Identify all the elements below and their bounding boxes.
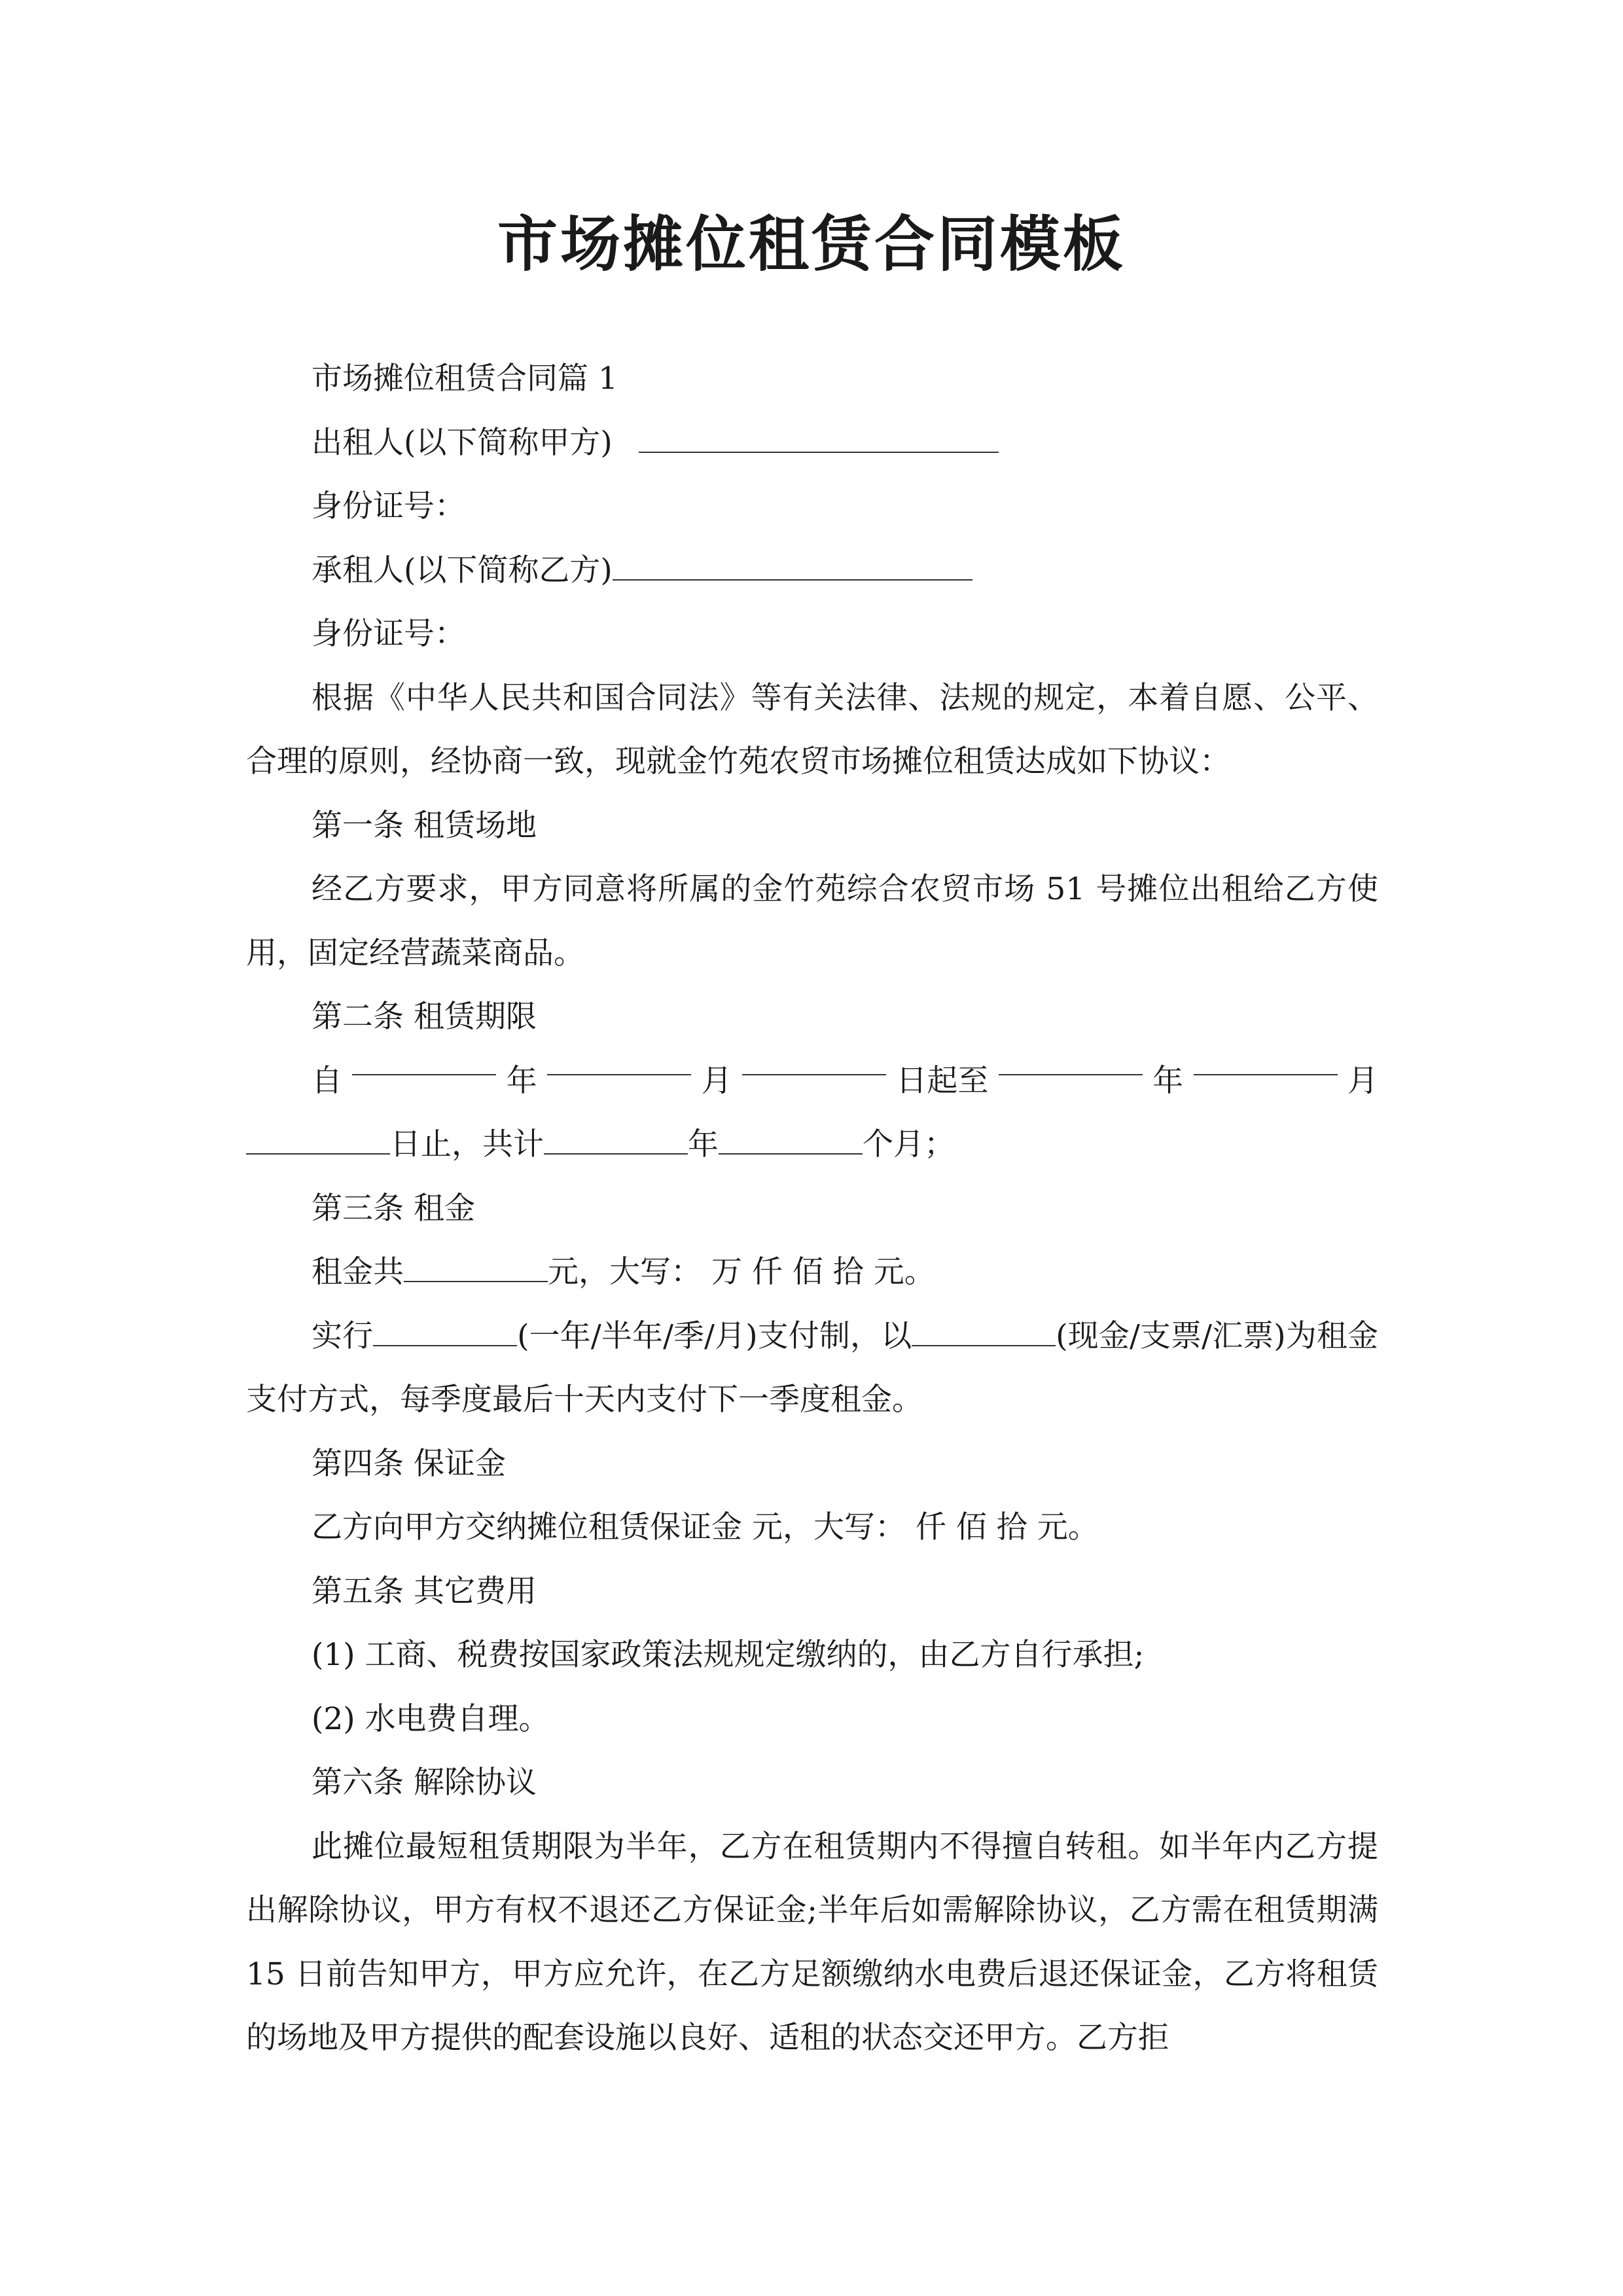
months-label: 个月； bbox=[863, 1126, 955, 1162]
payment-cycle-blank[interactable] bbox=[373, 1320, 517, 1346]
document-body bbox=[246, 347, 1378, 2070]
lessee-blank[interactable] bbox=[613, 554, 972, 581]
payment-end: (现金/支票/汇票)为租金支付方式，每季度最后十天内支付下一季度租金。 bbox=[246, 1318, 1378, 1418]
year-label-3: 年 bbox=[688, 1126, 719, 1162]
month-label-2: 月 bbox=[1347, 1062, 1378, 1099]
article-4-title: 第四条 保证金 bbox=[312, 1445, 506, 1482]
end-year-blank[interactable] bbox=[999, 1049, 1143, 1075]
article-6-body: 此摊位最短租赁期限为半年，乙方在租赁期内不得擅自转租。如半年内乙方提出解除协议，甲方有权不退还乙方保证金;半年后如需解除协议，乙方需在租赁期满 15 日前告知甲方，甲方应允许，在乙方足额缴纳水电费后退还保证金，乙方将租赁的场地及甲方提供的配套设施以良好、适租的状态交还甲方。乙方拒 bbox=[246, 1828, 1378, 2056]
month-label: 月 bbox=[701, 1062, 732, 1099]
lessee-id-line: 身份证号： bbox=[312, 616, 465, 652]
from-label: 自 bbox=[312, 1062, 342, 1099]
lessor-id-line: 身份证号： bbox=[312, 488, 465, 524]
document-title: 市场摊位租赁合同模板 bbox=[497, 209, 1126, 279]
day-start-to-label: 日起至 bbox=[896, 1062, 989, 1099]
start-month-blank[interactable] bbox=[547, 1049, 691, 1075]
article-5-title: 第五条 其它费用 bbox=[312, 1573, 537, 1609]
total-years-blank[interactable] bbox=[544, 1128, 688, 1155]
intro-paragraph: 根据《中华人民共和国合同法》等有关法律、法规的规定，本着自愿、公平、合理的原则，经协商一致，现就金竹苑农贸市场摊位租赁达成如下协议： bbox=[246, 679, 1378, 780]
lessor-line bbox=[246, 411, 1378, 475]
payment-mid: (一年/半年/季/月)支付制，以 bbox=[517, 1318, 912, 1354]
article-3-title: 第三条 租金 bbox=[312, 1190, 475, 1227]
day-end-total-label: 日止，共计 bbox=[390, 1126, 544, 1162]
year-label-2: 年 bbox=[1152, 1062, 1184, 1099]
article-6-title: 第六条 解除协议 bbox=[312, 1765, 537, 1801]
start-day-blank[interactable] bbox=[742, 1049, 886, 1075]
start-year-blank[interactable] bbox=[352, 1049, 496, 1075]
article-2-dates-line-2 bbox=[246, 1113, 1378, 1177]
payment-prefix: 实行 bbox=[312, 1318, 374, 1354]
article-1-body: 经乙方要求，甲方同意将所属的金竹苑综合农贸市场 51 号摊位出租给乙方使用，固定经营蔬菜商品。 bbox=[246, 871, 1378, 971]
rent-amount-blank[interactable] bbox=[404, 1256, 548, 1282]
payment-method-blank[interactable] bbox=[912, 1320, 1056, 1346]
article-5-item-2: (2) 水电费自理。 bbox=[312, 1700, 550, 1737]
article-1-title: 第一条 租赁场地 bbox=[312, 807, 537, 844]
section-heading: 市场摊位租赁合同篇 1 bbox=[312, 361, 618, 397]
article-2-dates-line-1 bbox=[246, 1049, 1378, 1113]
article-2-title: 第二条 租赁期限 bbox=[312, 999, 537, 1035]
lessee-label: 承租人(以下简称乙方) bbox=[312, 552, 613, 588]
end-month-blank[interactable] bbox=[1194, 1049, 1338, 1075]
article-4-body: 乙方向甲方交纳摊位租赁保证金 元，大写： 仟 佰 拾 元。 bbox=[312, 1509, 1099, 1545]
rent-prefix: 租金共 bbox=[312, 1254, 404, 1290]
article-3-rent-line bbox=[246, 1240, 1378, 1304]
lessor-blank[interactable] bbox=[639, 427, 999, 453]
end-day-blank[interactable] bbox=[246, 1128, 390, 1155]
article-5-item-1: (1) 工商、税费按国家政策法规规定缴纳的，由乙方自行承担; bbox=[312, 1637, 1145, 1673]
year-label: 年 bbox=[506, 1062, 537, 1099]
article-3-payment-paragraph bbox=[246, 1304, 1378, 1432]
rent-suffix: 元，大写： 万 仟 佰 拾 元。 bbox=[548, 1254, 935, 1290]
lessor-label: 出租人(以下简称甲方) bbox=[312, 424, 613, 461]
lessee-line bbox=[246, 539, 1378, 603]
total-months-blank[interactable] bbox=[719, 1128, 863, 1155]
